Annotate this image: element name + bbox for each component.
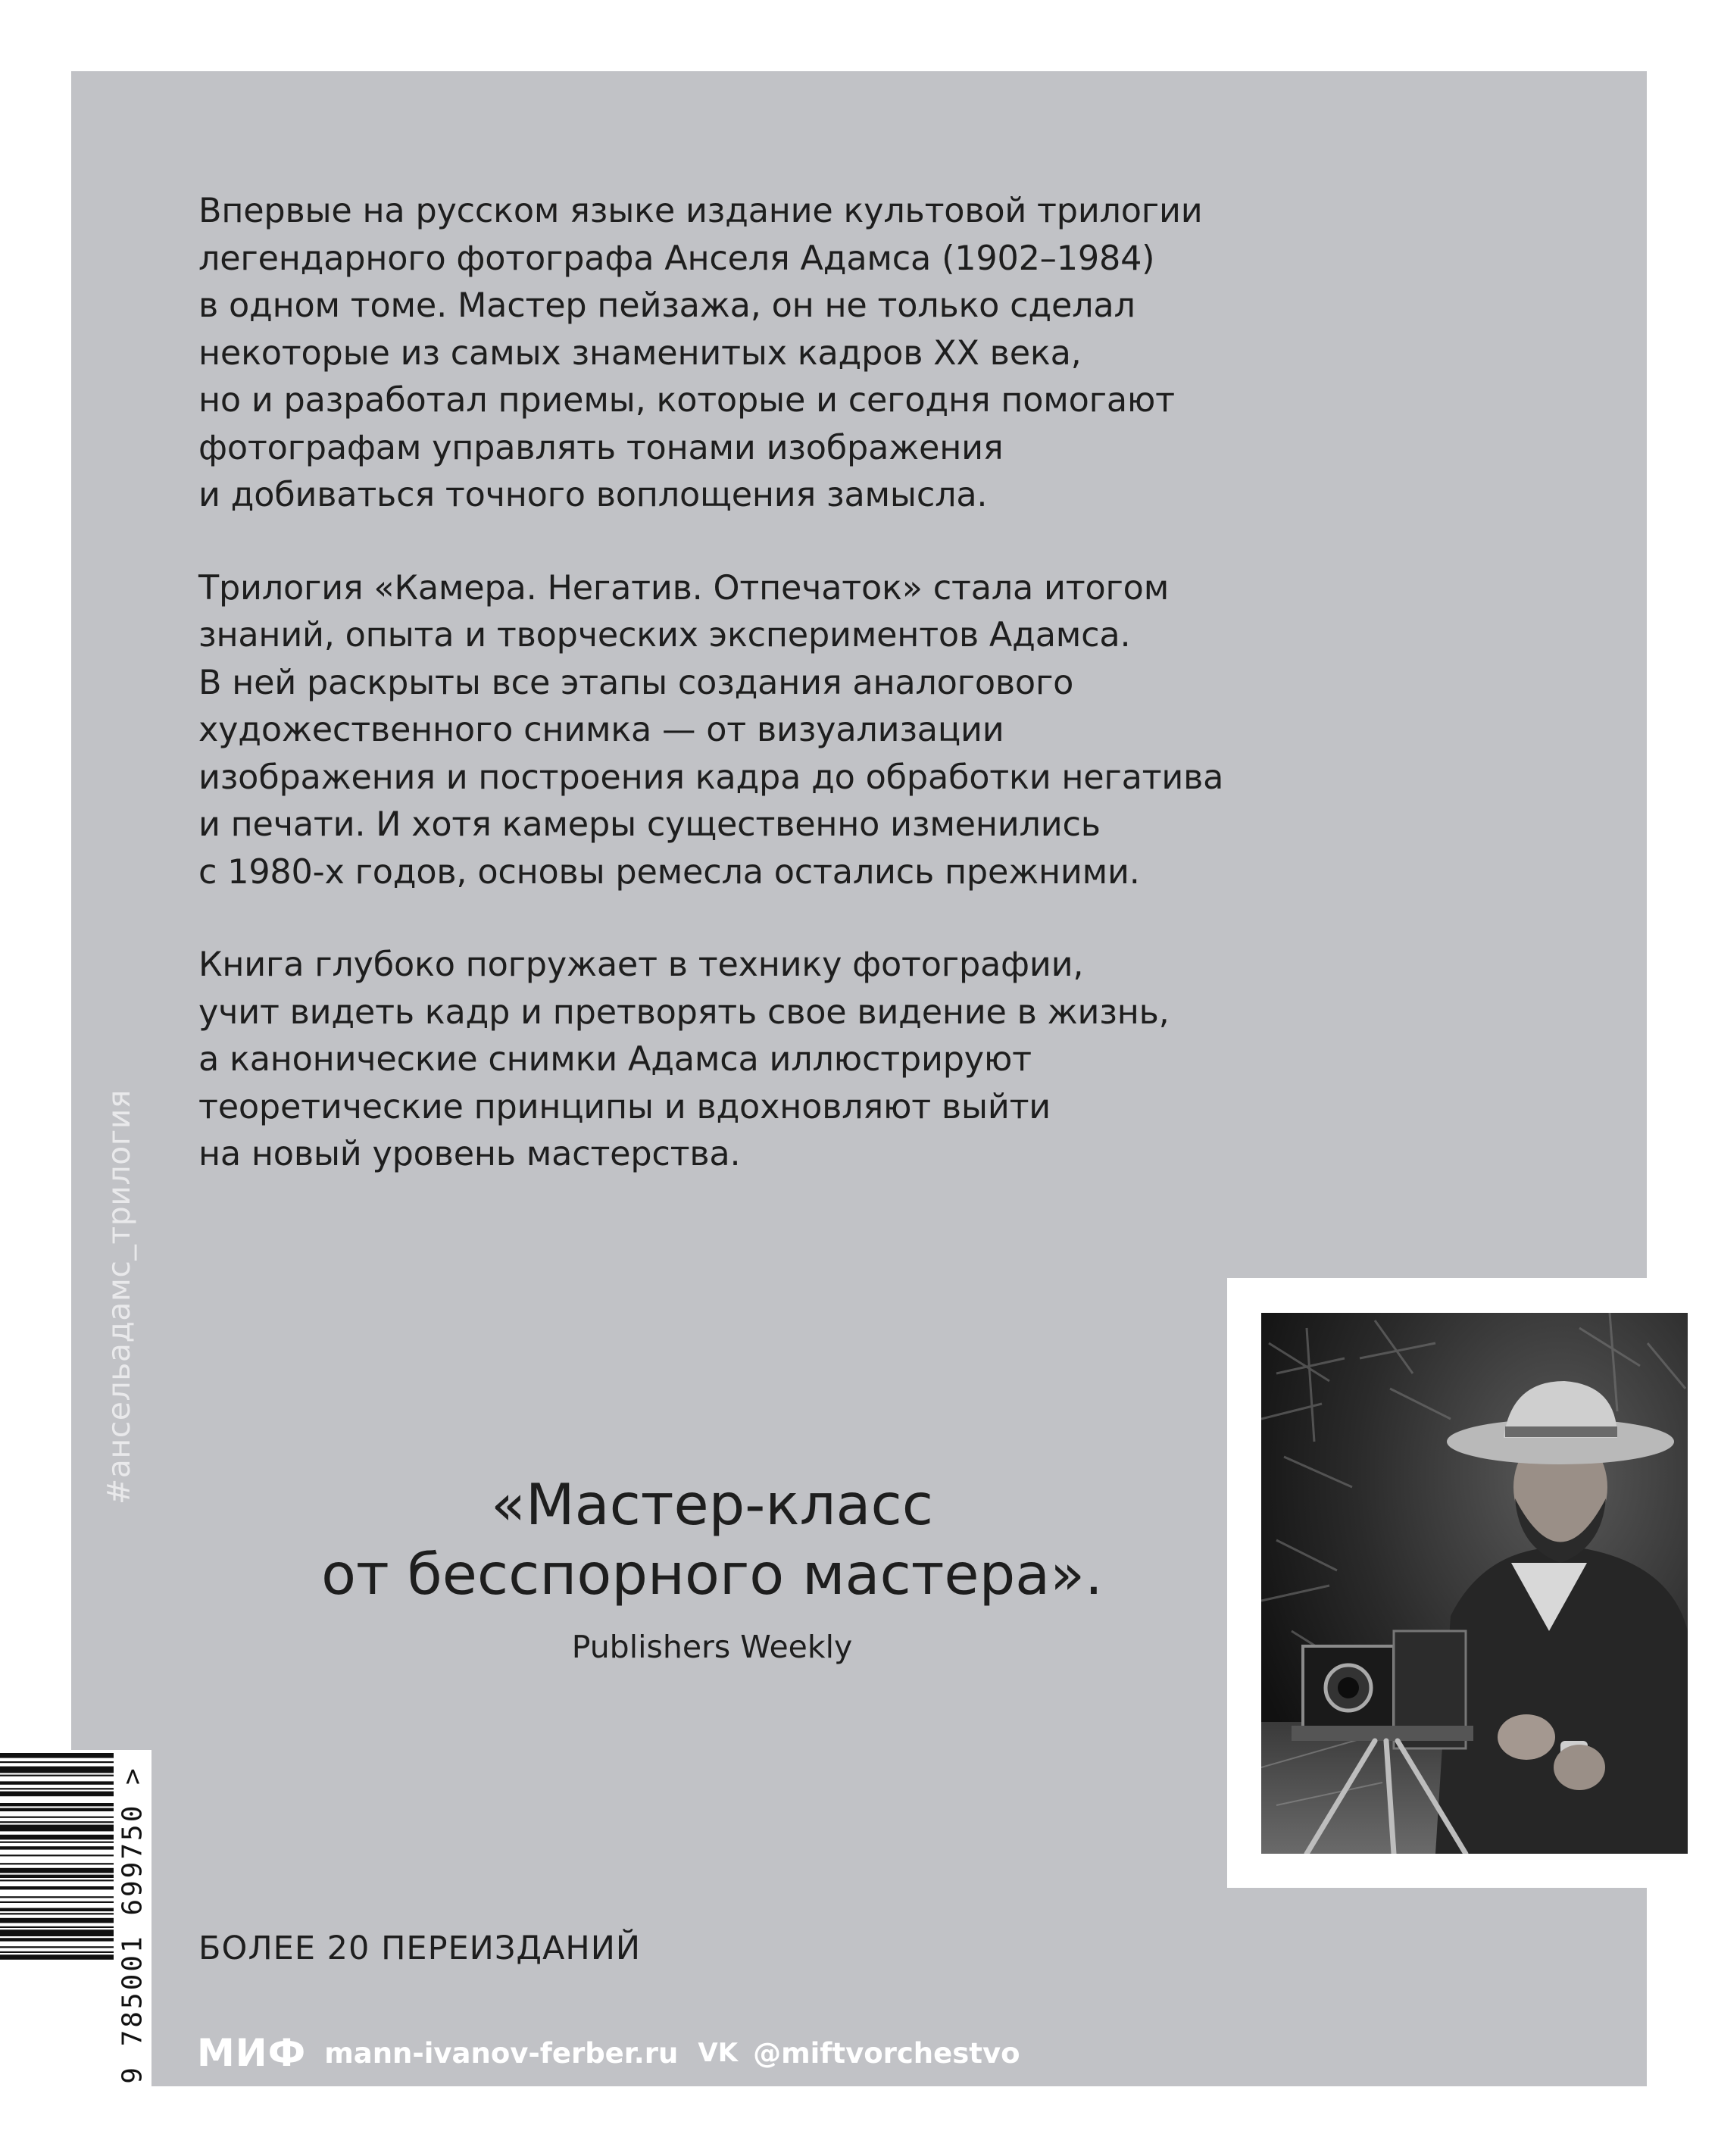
barcode-bar [0,1868,114,1873]
description-line: и печати. И хотя камеры существенно изменились [198,805,1101,844]
quote-line: от бесспорного мастера». [321,1541,1103,1608]
description-line: Впервые на русском языке издание культовой трилогии [198,192,1203,230]
barcode-bar [0,1875,114,1878]
description-line: Книга глубоко погружает в технику фотографии, [198,945,1084,984]
publisher-website-link[interactable]: mann-ivanov-ferber.ru [324,2036,679,2070]
barcode-bar [0,1901,114,1903]
description-line: художественного снимка — от визуализации [198,711,1004,749]
barcode-bar [0,1886,114,1889]
description-line: а канонические снимки Адамса иллюстрируют [198,1040,1032,1079]
quote-text [258,1470,1167,1609]
barcode-bar [0,1803,114,1806]
barcode-bar [0,1817,114,1818]
description-line: на новый уровень мастерства. [198,1135,741,1173]
barcode-bar [0,1753,114,1758]
pull-quote [258,1470,1167,1665]
barcode-bar [0,1808,114,1811]
barcode-bar [0,1946,114,1948]
vk-icon[interactable]: VK [698,2038,739,2068]
barcode-bar [0,1896,114,1898]
barcode-bar [0,1835,114,1840]
barcode-bar [0,1879,114,1881]
barcode-bar [0,1908,114,1911]
barcode-bar [0,1792,114,1797]
description-line: изображения и построения кадра до обработки негатива [198,758,1224,797]
barcode-bars [0,1750,121,2086]
description-paragraph-3 [198,942,1289,1179]
social-handle-link[interactable]: @miftvorchestvo [753,2036,1020,2070]
barcode-bar [0,1825,114,1832]
barcode-bar [0,1854,114,1856]
barcode-bar [0,1775,114,1776]
description-line: легендарного фотографа Анселя Адамса (1902–1984) [198,239,1155,278]
publisher-logo: МИФ [197,2031,307,2075]
barcode-bar [0,1761,114,1763]
description-line: но и разработал приемы, которые и сегодня помогают [198,381,1175,420]
description-line: теоретические принципы и вдохновляют выйти [198,1087,1051,1126]
publisher-footer [197,2030,1020,2076]
description-line: некоторые из самых знаменитых кадров XX века, [198,333,1082,373]
description-line: знаний, опыта и творческих экспериментов Адамса. [198,616,1131,655]
reprints-label: БОЛЕЕ 20 ПЕРЕИЗДАНИЙ [198,1929,642,1967]
photo-frame [1227,1278,1718,1888]
barcode-bar [0,1954,114,1960]
barcode-bar [0,1788,114,1789]
barcode-bar [0,1842,114,1843]
barcode-bar [0,1913,114,1914]
barcode-bar [0,1951,114,1953]
barcode-bar [0,1929,114,1936]
photographer-portrait [1261,1313,1688,1854]
barcode-bar [0,1846,114,1849]
quote-line: «Мастер-класс [491,1471,933,1538]
description-line: В ней раскрыты все этапы создания аналогового [198,663,1074,702]
description-line: с 1980-х годов, основы ремесла остались прежними. [198,852,1140,892]
description-paragraph-1 [198,188,1289,520]
description-line: и добиваться точного воплощения замысла. [198,476,988,514]
barcode-bar [0,1767,114,1773]
hashtag: #ансельадамс_трилогия [101,1089,137,1505]
barcode-bar [0,1918,114,1923]
description-line: в одном томе. Мастер пейзажа, он не только сделал [198,286,1135,325]
description-line: Трилогия «Камера. Негатив. Отпечаток» стала итогом [198,568,1170,608]
barcode-bar [0,1938,114,1941]
description-line: учит видеть кадр и претворять свое видение в жизнь, [198,992,1170,1032]
barcode-bar [0,1821,114,1823]
book-description [198,188,1289,1224]
description-line: фотографам управлять тонами изображения [198,428,1004,467]
barcode-bar [0,1863,114,1864]
quote-source: Publishers Weekly [571,1629,853,1665]
barcode-bar [0,1781,114,1784]
description-paragraph-2 [198,565,1289,897]
barcode-bar [0,1926,114,1928]
barcode-digits: 9 785001 699750 > [117,1766,148,2084]
